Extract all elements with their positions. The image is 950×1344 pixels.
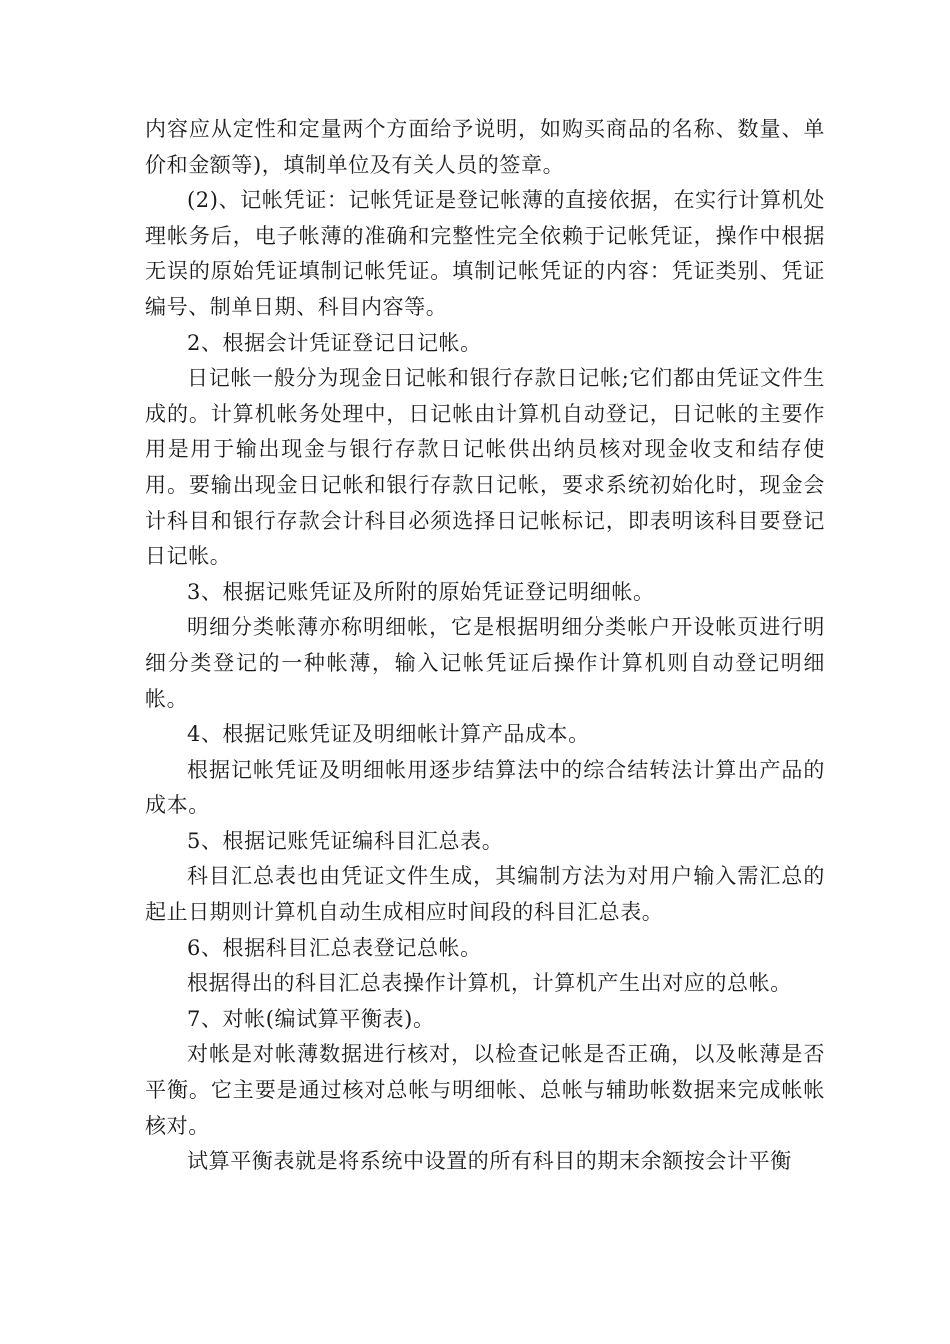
paragraph-6: 科目汇总表也由凭证文件生成，其编制方法为对用户输入需汇总的起止日期则计算机自动生成相应时间段的科目汇总表。	[145, 864, 825, 925]
section-heading-2: 2、根据会计凭证登记日记帐。	[187, 330, 482, 355]
section-heading-6: 6、根据科目汇总表登记总帐。	[187, 935, 482, 960]
section-heading-3: 3、根据记账凭证及所附的原始凭证登记明细帐。	[187, 579, 655, 604]
section-heading-7: 7、对帐(编试算平衡表)。	[187, 1006, 435, 1031]
document-body	[145, 112, 825, 1180]
paragraph-2: (2)、记帐凭证：记帐凭证是登记帐薄的直接依据，在实行计算机处理帐务后，电子帐薄的准确和完整性完全依赖于记帐凭证，操作中根据无误的原始凭证填制记帐凭证。填制记帐凭证的内容：凭证类别、凭证编号、制单日期、科目内容等。	[145, 188, 825, 319]
paragraph-5: 根据记帐凭证及明细帐用逐步结算法中的综合结转法计算出产品的成本。	[145, 757, 825, 818]
paragraph-3: 日记帐一般分为现金日记帐和银行存款日记帐;它们都由凭证文件生成的。计算机帐务处理中，日记帐由计算机自动登记，日记帐的主要作用是用于输出现金与银行存款日记帐供出纳员核对现金收支和结存使用。要输出现金日记帐和银行存款日记帐，要求系统初始化时，现金会计科目和银行存款会计科目必须选择日记帐标记，即表明该科目要登记日记帐。	[145, 366, 825, 569]
section-heading-4: 4、根据记账凭证及明细帐计算产品成本。	[187, 722, 590, 747]
paragraph-8: 对帐是对帐薄数据进行核对，以检查记帐是否正确，以及帐薄是否平衡。它主要是通过核对总帐与明细帐、总帐与辅助帐数据来完成帐帐核对。	[145, 1042, 825, 1138]
section-heading-5: 5、根据记账凭证编科目汇总表。	[187, 828, 504, 853]
paragraph-9: 试算平衡表就是将系统中设置的所有科目的期末余额按会计平衡	[187, 1149, 792, 1174]
paragraph-4: 明细分类帐薄亦称明细帐，它是根据明细分类帐户开设帐页进行明细分类登记的一种帐薄，输入记帐凭证后操作计算机则自动登记明细帐。	[145, 615, 825, 711]
paragraph-1: 内容应从定性和定量两个方面给予说明，如购买商品的名称、数量、单价和金额等)，填制单位及有关人员的签章。	[145, 117, 825, 177]
paragraph-7: 根据得出的科目汇总表操作计算机，计算机产生出对应的总帐。	[187, 971, 792, 996]
